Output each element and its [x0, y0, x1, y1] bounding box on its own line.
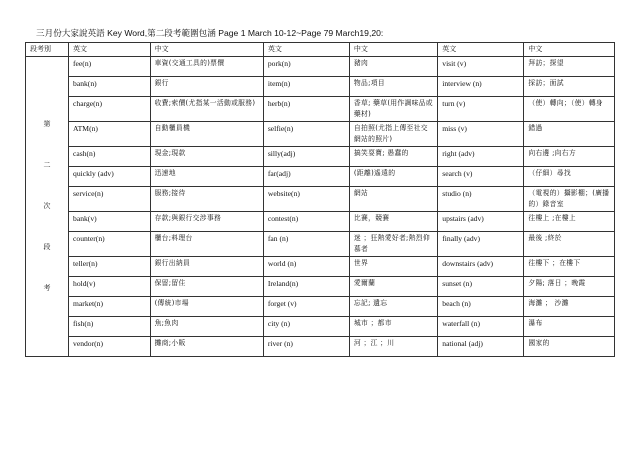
chinese-meaning-cell: 保留;留住	[150, 277, 263, 297]
english-word-cell: service(n)	[69, 187, 151, 212]
english-word-cell: right (adv)	[438, 147, 524, 167]
table-row	[26, 232, 615, 257]
header-english-2: 英文	[263, 43, 349, 57]
chinese-meaning-cell: 網站	[349, 187, 437, 212]
chinese-meaning-cell: 攤商;小販	[150, 337, 263, 357]
chinese-meaning-cell: 採訪；面試	[524, 77, 615, 97]
chinese-meaning-cell: 物品;項目	[349, 77, 437, 97]
table-body	[26, 57, 615, 357]
english-word-cell: Ireland(n)	[263, 277, 349, 297]
chinese-meaning-cell: 比賽，競賽	[349, 212, 437, 232]
english-word-cell: item(n)	[263, 77, 349, 97]
english-word-cell: national (adj)	[438, 337, 524, 357]
chinese-meaning-cell: 自動櫃員機	[150, 122, 263, 147]
chinese-meaning-cell: 忘記; 遺忘	[349, 297, 437, 317]
english-word-cell: ATM(n)	[69, 122, 151, 147]
english-word-cell: turn (v)	[438, 97, 524, 122]
english-word-cell: visit (v)	[438, 57, 524, 77]
table-row	[26, 57, 615, 77]
chinese-meaning-cell: 城市 ；都市	[349, 317, 437, 337]
chinese-meaning-cell: 河 ；江 ；川	[349, 337, 437, 357]
chinese-meaning-cell: 往樓上 ;在樓上	[524, 212, 615, 232]
table-row	[26, 97, 615, 122]
english-word-cell: studio (n)	[438, 187, 524, 212]
chinese-meaning-cell: 搞笑耍寶; 愚蠢的	[349, 147, 437, 167]
english-word-cell: fee(n)	[69, 57, 151, 77]
table-row	[26, 257, 615, 277]
table-row	[26, 297, 615, 317]
exam-section-char: 二	[43, 161, 51, 169]
english-word-cell: fish(n)	[69, 317, 151, 337]
english-word-cell: quickly (adv)	[69, 167, 151, 187]
chinese-meaning-cell: 迷 ；狂熱愛好者;熱烈仰慕者	[349, 232, 437, 257]
english-word-cell: city (n)	[263, 317, 349, 337]
chinese-meaning-cell: 車資(交通工具的)票價	[150, 57, 263, 77]
table-row	[26, 122, 615, 147]
chinese-meaning-cell: 服務;接待	[150, 187, 263, 212]
chinese-meaning-cell: 魚;魚肉	[150, 317, 263, 337]
header-chinese-2: 中文	[349, 43, 437, 57]
chinese-meaning-cell: 瀑布	[524, 317, 615, 337]
table-row	[26, 187, 615, 212]
chinese-meaning-cell: 拜訪；探望	[524, 57, 615, 77]
chinese-meaning-cell: 最後 ;終於	[524, 232, 615, 257]
table-row	[26, 317, 615, 337]
chinese-meaning-cell: （電視的）攝影棚；(廣播的）錄音室	[524, 187, 615, 212]
chinese-meaning-cell: 現金;現款	[150, 147, 263, 167]
exam-section-label	[26, 119, 68, 294]
english-word-cell: forget (v)	[263, 297, 349, 317]
english-word-cell: sunset (n)	[438, 277, 524, 297]
chinese-meaning-cell: (傳統)市場	[150, 297, 263, 317]
header-chinese-1: 中文	[150, 43, 263, 57]
table-row	[26, 277, 615, 297]
document-title: 三月份大家說英語 Key Word,第二段考範圍包涵 Page 1 March 10-12~Page 79 March19,20:	[36, 28, 384, 38]
english-word-cell: cash(n)	[69, 147, 151, 167]
header-english-1: 英文	[69, 43, 151, 57]
english-word-cell: far(adj)	[263, 167, 349, 187]
table-row	[26, 167, 615, 187]
english-word-cell: waterfall (n)	[438, 317, 524, 337]
header-row	[26, 43, 615, 57]
chinese-meaning-cell: 向右邊 ;向右方	[524, 147, 615, 167]
english-word-cell: pork(n)	[263, 57, 349, 77]
table-row	[26, 337, 615, 357]
english-word-cell: downstairs (adv)	[438, 257, 524, 277]
english-word-cell: contest(n)	[263, 212, 349, 232]
exam-section-char: 次	[43, 202, 51, 210]
table-row	[26, 147, 615, 167]
chinese-meaning-cell: 銀行出納員	[150, 257, 263, 277]
chinese-meaning-cell: 收費;索價(尤指某一活動或服務)	[150, 97, 263, 122]
english-word-cell: river (n)	[263, 337, 349, 357]
table-row	[26, 77, 615, 97]
exam-section-cell	[26, 57, 69, 357]
header-english-3: 英文	[438, 43, 524, 57]
chinese-meaning-cell: 香草; 藥草(用作調味品或藥材)	[349, 97, 437, 122]
english-word-cell: beach (n)	[438, 297, 524, 317]
chinese-meaning-cell: 存款;與銀行交涉事務	[150, 212, 263, 232]
english-word-cell: world (n)	[263, 257, 349, 277]
exam-section-char: 考	[43, 284, 51, 292]
english-word-cell: search (v)	[438, 167, 524, 187]
header-exam: 段考別	[26, 43, 69, 57]
chinese-meaning-cell: 櫃台;料理台	[150, 232, 263, 257]
english-word-cell: upstairs (adv)	[438, 212, 524, 232]
english-word-cell: bank(n)	[69, 77, 151, 97]
chinese-meaning-cell: (距離)遙遠的	[349, 167, 437, 187]
chinese-meaning-cell: 往樓下 ；在樓下	[524, 257, 615, 277]
chinese-meaning-cell: 錯過	[524, 122, 615, 147]
chinese-meaning-cell: 海灘 ； 沙灘	[524, 297, 615, 317]
english-word-cell: interview (n)	[438, 77, 524, 97]
english-word-cell: miss (v)	[438, 122, 524, 147]
chinese-meaning-cell: （使）轉向；（使）轉身	[524, 97, 615, 122]
chinese-meaning-cell: 世界	[349, 257, 437, 277]
chinese-meaning-cell: 自拍照(尤指上傳至社交網站的照片)	[349, 122, 437, 147]
header-chinese-3: 中文	[524, 43, 615, 57]
english-word-cell: market(n)	[69, 297, 151, 317]
english-word-cell: website(n)	[263, 187, 349, 212]
english-word-cell: charge(n)	[69, 97, 151, 122]
chinese-meaning-cell: （仔細）尋找	[524, 167, 615, 187]
chinese-meaning-cell: 愛爾蘭	[349, 277, 437, 297]
english-word-cell: fan (n)	[263, 232, 349, 257]
english-word-cell: vendor(n)	[69, 337, 151, 357]
english-word-cell: silly(adj)	[263, 147, 349, 167]
english-word-cell: bank(v)	[69, 212, 151, 232]
chinese-meaning-cell: 銀行	[150, 77, 263, 97]
exam-section-char: 段	[43, 243, 51, 251]
english-word-cell: counter(n)	[69, 232, 151, 257]
chinese-meaning-cell: 夕陽; 落日 ；晚霞	[524, 277, 615, 297]
english-word-cell: finally (adv)	[438, 232, 524, 257]
chinese-meaning-cell: 國家的	[524, 337, 615, 357]
vocab-table	[25, 42, 615, 357]
chinese-meaning-cell: 迅速地	[150, 167, 263, 187]
english-word-cell: herb(n)	[263, 97, 349, 122]
exam-section-char: 第	[43, 120, 51, 128]
english-word-cell: teller(n)	[69, 257, 151, 277]
table-row	[26, 212, 615, 232]
english-word-cell: selfie(n)	[263, 122, 349, 147]
english-word-cell: hold(v)	[69, 277, 151, 297]
chinese-meaning-cell: 豬肉	[349, 57, 437, 77]
